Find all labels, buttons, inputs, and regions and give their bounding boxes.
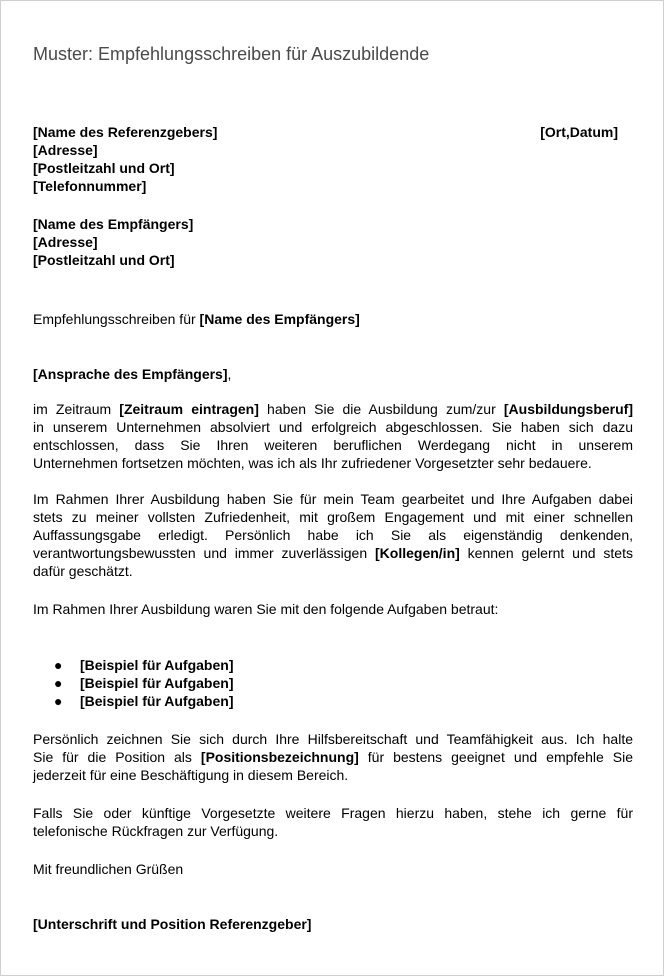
text-line: jederzeit für eine Beschäftigung in diesem Bereich.: [33, 767, 349, 783]
paragraph-performance: [33, 490, 633, 580]
signature: [33, 915, 633, 933]
salutation: [33, 365, 633, 383]
sender-address: [Adresse]: [33, 142, 98, 158]
task-text: [Beispiel für Aufgaben]: [80, 657, 234, 673]
paragraph-training-period: [33, 400, 633, 472]
sender-phone: [Telefonnummer]: [33, 178, 147, 194]
closing-text: Mit freundlichen Grüßen: [33, 861, 184, 877]
text-segment: Sie für die Position als: [33, 749, 201, 765]
subject-placeholder: [Name des Empfängers]: [199, 311, 360, 327]
text-segment: im Zeitraum: [33, 401, 120, 417]
bullet-icon: ●: [54, 657, 63, 673]
paragraph-contact: [33, 804, 633, 840]
list-item: [52, 692, 234, 710]
text-line: telefonische Rückfragen zur Verfügung.: [33, 823, 279, 839]
task-list: [52, 656, 234, 710]
subject-prefix: Empfehlungsschreiben für: [33, 311, 200, 327]
text-line: Falls Sie oder künftige Vorgesetzte weitere Fragen hierzu haben, stehe ich gerne für: [33, 805, 633, 821]
text-line: Unternehmen fortsetzen möchten, was ich als Ihr zufriedener Vorgesetzter sehr bedauere.: [33, 455, 592, 471]
text-line: in unserem Unternehmen absolviert und erfolgreich abgeschlossen. Sie haben sich dazu: [33, 419, 633, 435]
task-text: [Beispiel für Aufgaben]: [80, 675, 234, 691]
list-item: [52, 656, 234, 674]
document-title: Muster: Empfehlungsschreiben für Auszubildende: [33, 44, 430, 64]
recipient-name: [Name des Empfängers]: [33, 216, 194, 232]
subject-line: [33, 310, 633, 328]
colleague-placeholder: [Kollegen/in]: [375, 545, 460, 561]
text-segment: haben Sie die Ausbildung zum/zur: [258, 401, 504, 417]
paragraph-tasks-intro: [33, 600, 633, 618]
bullet-icon: ●: [54, 675, 63, 691]
closing: [33, 860, 633, 878]
task-text: [Beispiel für Aufgaben]: [80, 693, 234, 709]
text-line: Im Rahmen Ihrer Ausbildung waren Sie mit den folgende Aufgaben betraut:: [33, 601, 499, 617]
text-line: Im Rahmen Ihrer Ausbildung haben Sie für mein Team gearbeitet und Ihre Aufgaben dabei: [33, 491, 633, 507]
text-line: entschlossen, dass Sie Ihren weiteren beruflichen Werdegang nicht in unserem: [33, 437, 633, 453]
text-line: stets zu meiner vollsten Zufriedenheit, mit großem Engagement und mit einer schnellen: [33, 509, 633, 525]
signature-placeholder: [Unterschrift und Position Referenzgeber]: [33, 916, 312, 932]
recipient-address: [Adresse]: [33, 234, 98, 250]
period-placeholder: [Zeitraum eintragen]: [119, 401, 259, 417]
text-line: Persönlich zeichnen Sie sich durch Ihre Hilfsbereitschaft und Teamfähigkeit aus. Ich halte: [33, 731, 633, 747]
paragraph-recommendation: [33, 730, 633, 784]
bullet-icon: ●: [54, 693, 63, 709]
list-item: [52, 674, 234, 692]
text-line: dafür geschätzt.: [33, 563, 133, 579]
salutation-placeholder: [Ansprache des Empfängers]: [33, 366, 228, 382]
salutation-suffix: ,: [227, 366, 232, 382]
text-segment: für bestens geeignet und empfehle Sie: [358, 749, 633, 765]
position-placeholder: [Positionsbezeichnung]: [200, 749, 359, 765]
recipient-postal: [Postleitzahl und Ort]: [33, 252, 175, 268]
sender-postal: [Postleitzahl und Ort]: [33, 160, 175, 176]
text-segment: kennen gelernt und stets: [459, 545, 633, 561]
place-date: [Ort,Datum]: [540, 124, 618, 140]
recipient-block: [33, 215, 633, 269]
text-segment: verantwortungsbewussten und immer zuverlässigen: [33, 545, 376, 561]
sender-name: [Name des Referenzgebers]: [33, 124, 218, 140]
text-line: Auffassungsgabe erledigt. Persönlich habe ich Sie als eigenständig denkenden,: [33, 527, 633, 543]
profession-placeholder: [Ausbildungsberuf]: [503, 401, 633, 417]
